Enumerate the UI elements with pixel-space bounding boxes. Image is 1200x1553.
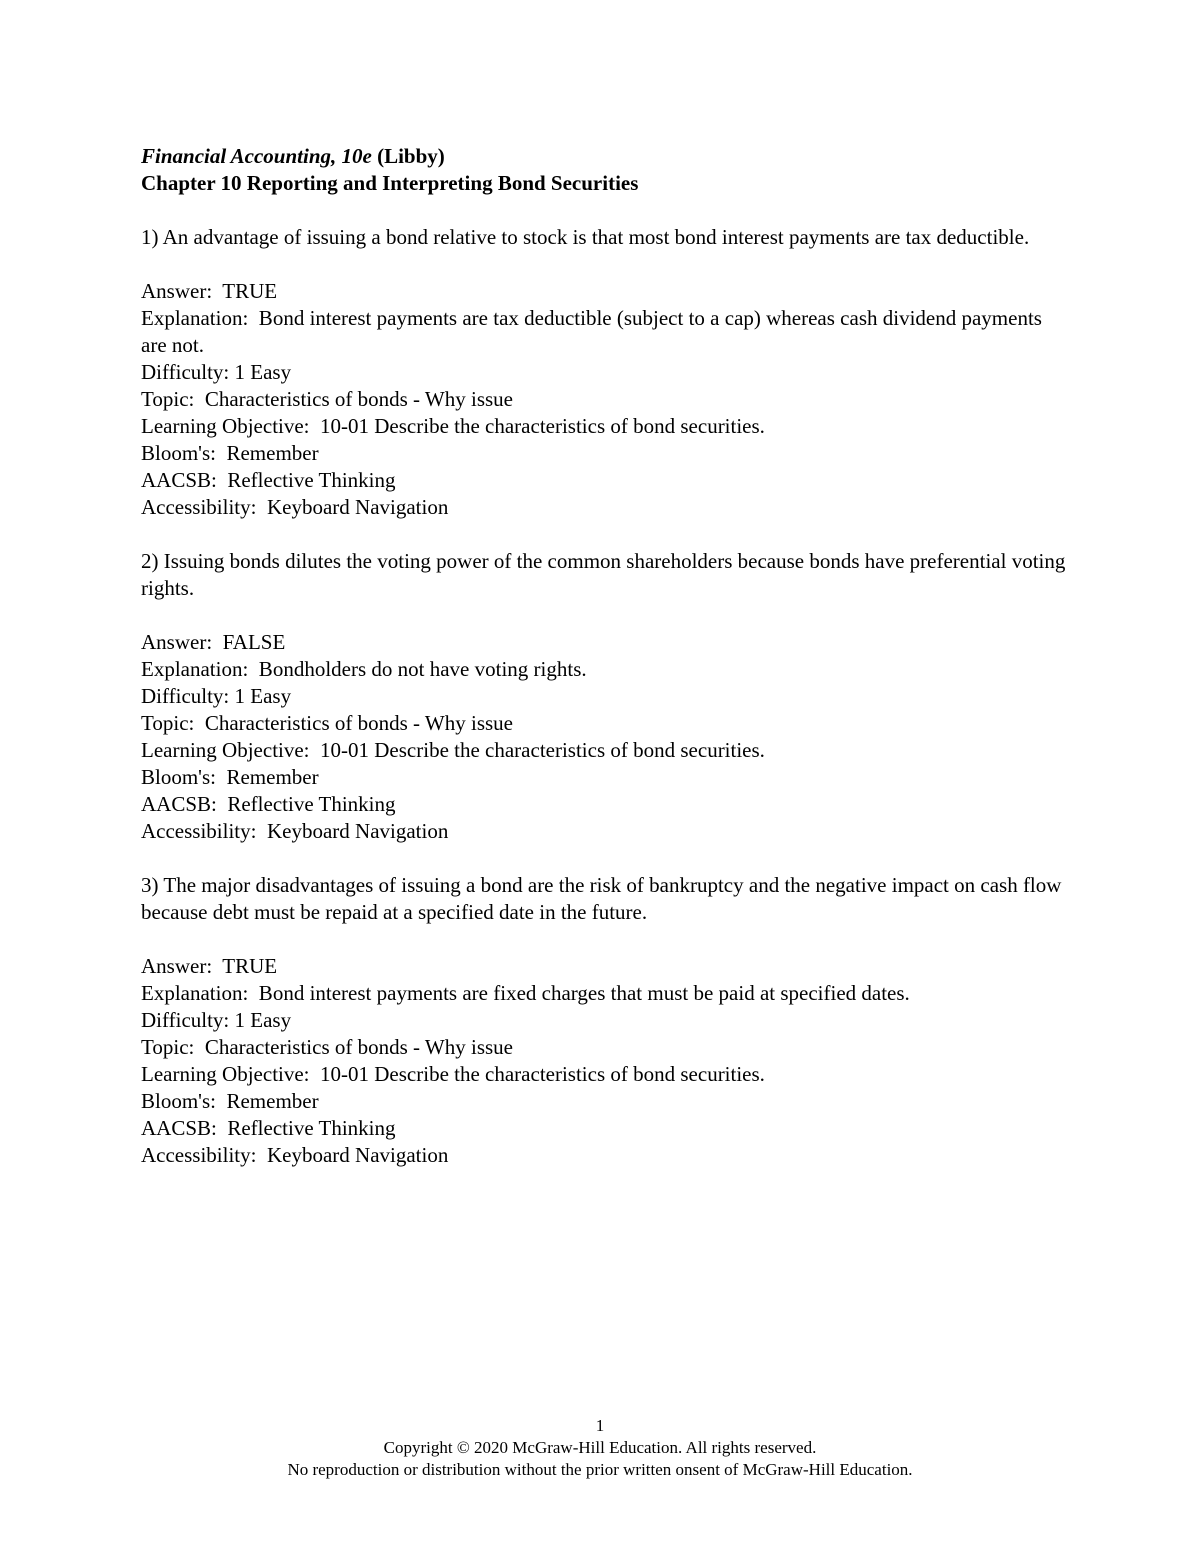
topic-line: Topic: Characteristics of bonds - Why issue — [141, 711, 513, 735]
chapter-title: Chapter 10 Reporting and Interpreting Bond Securities — [141, 171, 639, 195]
learning-objective-line: Learning Objective: 10-01 Describe the characteristics of bond securities. — [141, 414, 765, 438]
question-3 — [141, 872, 1071, 1169]
copyright-notice: Copyright © 2020 McGraw-Hill Education. All rights reserved. — [383, 1438, 817, 1457]
answer-details — [141, 629, 1071, 845]
blooms-line: Bloom's: Remember — [141, 765, 319, 789]
difficulty-line: Difficulty: 1 Easy — [141, 1008, 292, 1032]
book-title-line — [141, 143, 1071, 170]
question-text: 1) An advantage of issuing a bond relative to stock is that most bond interest payments are tax deductible. — [141, 225, 1030, 249]
question-text: 2) Issuing bonds dilutes the voting power of the common shareholders because bonds have preferential voting rights. — [141, 549, 1066, 600]
page-footer — [0, 1415, 1200, 1481]
answer-line: Answer: FALSE — [141, 630, 286, 654]
reproduction-notice: No reproduction or distribution without the prior written onsent of McGraw-Hill Education. — [287, 1460, 913, 1479]
difficulty-line: Difficulty: 1 Easy — [141, 684, 292, 708]
blooms-line: Bloom's: Remember — [141, 1089, 319, 1113]
answer-details — [141, 953, 1071, 1169]
learning-objective-line: Learning Objective: 10-01 Describe the characteristics of bond securities. — [141, 1062, 765, 1086]
explanation-line: Explanation: Bond interest payments are fixed charges that must be paid at specified dates. — [141, 981, 910, 1005]
question-1 — [141, 224, 1071, 521]
explanation-line: Explanation: Bondholders do not have voting rights. — [141, 657, 587, 681]
book-author: (Libby) — [377, 144, 445, 168]
answer-line: Answer: TRUE — [141, 279, 278, 303]
answer-details — [141, 278, 1071, 521]
blooms-line: Bloom's: Remember — [141, 441, 319, 465]
topic-line: Topic: Characteristics of bonds - Why issue — [141, 1035, 513, 1059]
book-title: Financial Accounting, 10e — [141, 144, 372, 168]
aacsb-line: AACSB: Reflective Thinking — [141, 792, 396, 816]
difficulty-line: Difficulty: 1 Easy — [141, 360, 292, 384]
question-2 — [141, 548, 1071, 845]
accessibility-line: Accessibility: Keyboard Navigation — [141, 495, 449, 519]
explanation-line: Explanation: Bond interest payments are tax deductible (subject to a cap) whereas cash dividend payments are not. — [141, 306, 1048, 357]
page-content — [141, 143, 1071, 1169]
accessibility-line: Accessibility: Keyboard Navigation — [141, 819, 449, 843]
aacsb-line: AACSB: Reflective Thinking — [141, 1116, 396, 1140]
answer-line: Answer: TRUE — [141, 954, 278, 978]
topic-line: Topic: Characteristics of bonds - Why issue — [141, 387, 513, 411]
learning-objective-line: Learning Objective: 10-01 Describe the characteristics of bond securities. — [141, 738, 765, 762]
question-text: 3) The major disadvantages of issuing a bond are the risk of bankruptcy and the negative impact on cash flow because debt must be repaid at a specified date in the future. — [141, 873, 1062, 924]
accessibility-line: Accessibility: Keyboard Navigation — [141, 1143, 449, 1167]
aacsb-line: AACSB: Reflective Thinking — [141, 468, 396, 492]
page-number: 1 — [595, 1416, 605, 1435]
